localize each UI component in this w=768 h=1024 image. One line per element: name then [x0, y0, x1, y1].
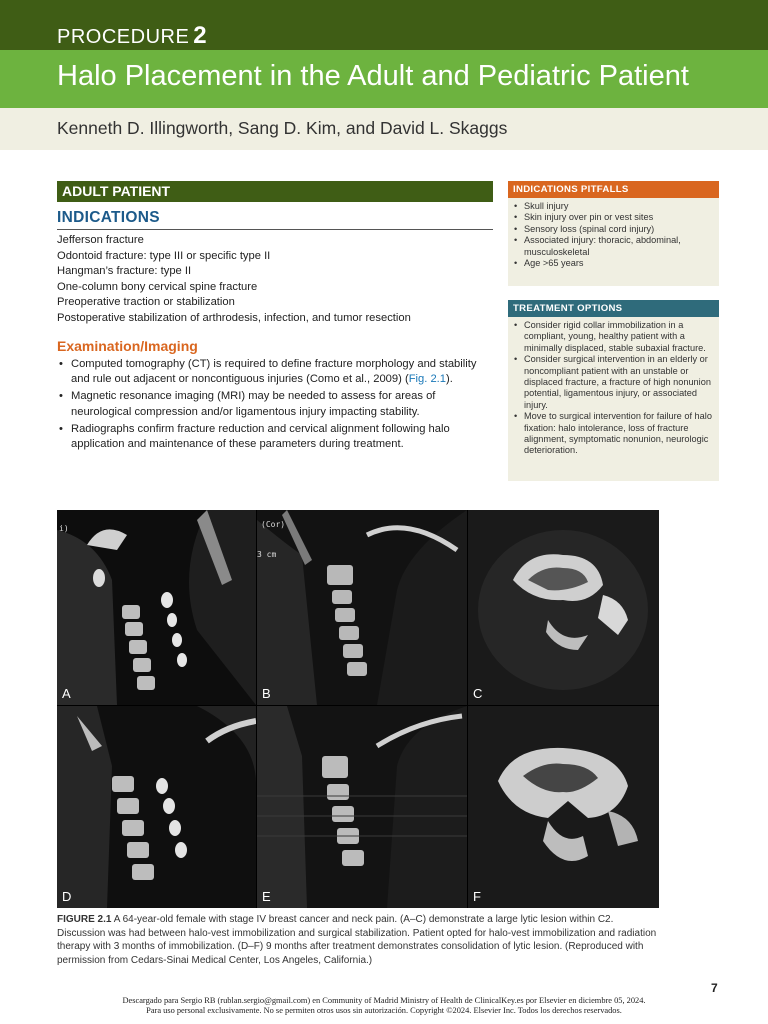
indication-item: Jefferson fracture: [57, 234, 144, 246]
ct-panel-b: [257, 510, 467, 705]
panel-label-a: A: [62, 686, 71, 701]
figure-caption: [57, 913, 659, 967]
treatment-item: • Consider rigid collar immobilization in a compliant, young, healthy patient with a minimally displaced, stable subaxial fracture.: [512, 320, 715, 354]
ct-sagittal-image: [57, 706, 256, 908]
figure-caption-text: A 64-year-old female with stage IV breast cancer and neck pain. (A–C) demonstrate a large lytic lesion within C2. Discussion was had between halo-vest immobilization and surgical stabilization. Patient opted for halo-vest immobilization and radiation therapy with 3 months of immobilization. (D–F) 9 months after treatment demonstrates consolidation of lytic lesion. (Reproduced with permission from Cedars-Sinai Medical Center, Los Angeles, California.): [57, 914, 657, 966]
indications-heading: INDICATIONS: [57, 209, 160, 226]
pitfall-item: • Associated injury: thoracic, abdominal, musculoskeletal: [512, 235, 715, 258]
procedure-number: 2: [193, 22, 208, 49]
exam-item-text: Computed tomography (CT) is required to define fracture morphology and stability and rule out adjacent or noncontiguous injuries (Como et al., 2009) (: [71, 358, 477, 386]
pitfalls-list: [508, 198, 719, 269]
pitfall-item: • Skin injury over pin or vest sites: [512, 212, 715, 223]
footer-line-1: Descargado para Sergio RB (rublan.sergio@gmail.com) en Community of Madrid Ministry of Health de ClinicalKey.es por Elsevier en diciembre 05, 2024.: [122, 996, 646, 1005]
overlay-text: 3 cm: [257, 550, 277, 559]
ct-panel-a: [57, 510, 256, 705]
exam-imaging-list: [57, 357, 497, 454]
pitfall-item: • Skull injury: [512, 201, 715, 212]
overlay-text: i): [59, 524, 69, 533]
exam-item: [57, 357, 497, 387]
page-number: 7: [711, 981, 718, 995]
ct-sagittal-image: [257, 706, 467, 908]
procedure-word: PROCEDURE: [57, 26, 190, 48]
chapter-title: Halo Placement in the Adult and Pediatric Patient: [57, 60, 689, 92]
figure-2-1-ct-images: [57, 510, 659, 908]
treatment-item: • Move to surgical intervention for failure of halo fixation: halo intolerance, loss of fracture alignment, symptomatic nonunion, neurologic deterioration.: [512, 411, 715, 457]
pitfall-item: • Sensory loss (spinal cord injury): [512, 224, 715, 235]
indications-rule: [57, 229, 493, 230]
figure-caption-label: FIGURE 2.1: [57, 914, 112, 925]
chapter-authors: Kenneth D. Illingworth, Sang D. Kim, and David L. Skaggs: [57, 118, 508, 138]
indication-item: One-column bony cervical spine fracture: [57, 280, 258, 293]
ct-sagittal-image: [257, 510, 467, 705]
exam-imaging-heading: Examination/Imaging: [57, 338, 198, 354]
pitfalls-heading: INDICATIONS PITFALLS: [508, 181, 719, 198]
indication-item: Postoperative stabilization of arthrodesis, infection, and tumor resection: [57, 311, 411, 324]
indications-list: [57, 233, 493, 327]
indication-item: Preoperative traction or stabilization: [57, 296, 235, 309]
procedure-label: [57, 22, 207, 50]
ct-panel-c: [468, 510, 659, 705]
ct-panel-e: [257, 706, 467, 908]
indications-pitfalls-box: [508, 181, 719, 286]
ct-panel-f: [468, 706, 659, 908]
section-bar-adult-patient: ADULT PATIENT: [57, 181, 493, 202]
panel-label-c: C: [473, 686, 483, 701]
panel-label-e: E: [262, 889, 271, 904]
indication-item: Odontoid fracture: type III or specific type II: [57, 249, 271, 262]
indication-item: Hangman’s fracture: type II: [57, 265, 192, 278]
treatment-item: • Consider surgical intervention in an elderly or noncompliant patient with an unstable or displaced fracture, a fracture of high nonunion potential, ligamentous injury, or associated injury.: [512, 354, 715, 411]
panel-label-f: F: [473, 889, 481, 904]
figure-link[interactable]: Fig. 2.1: [408, 373, 447, 386]
treatment-heading: TREATMENT OPTIONS: [508, 300, 719, 317]
ct-axial-image: [468, 706, 659, 908]
exam-item: • Magnetic resonance imaging (MRI) may be needed to assess for areas of neurological compression and/or ligamentous injury impacting stability.: [57, 389, 497, 419]
ct-panel-d: [57, 706, 256, 908]
exam-item-text-end: ).: [446, 373, 453, 386]
treatment-options-box: [508, 300, 719, 481]
pitfall-item: • Age >65 years: [512, 258, 715, 269]
download-footer: [0, 996, 768, 1016]
overlay-text: (Cor): [261, 520, 286, 529]
exam-item: • Radiographs confirm fracture reduction and cervical alignment following halo application and maintenance of these parameters during treatment.: [57, 422, 497, 452]
panel-label-d: D: [62, 889, 72, 904]
treatment-list: [508, 317, 719, 457]
ct-axial-image: [468, 510, 659, 705]
panel-label-b: B: [262, 686, 271, 701]
ct-sagittal-image: [57, 510, 256, 705]
footer-line-2: Para uso personal exclusivamente. No se permiten otros usos sin autorización. Copyright ©2024. Elsevier Inc. Todos los derechos reservados.: [146, 1006, 622, 1015]
